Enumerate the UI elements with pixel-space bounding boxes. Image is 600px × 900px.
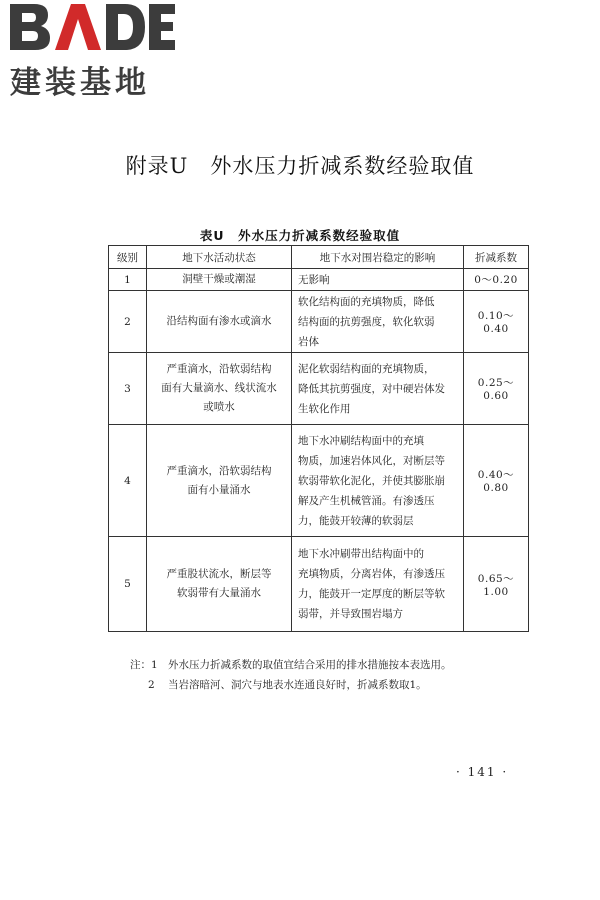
impact-line: 降低其抗剪强度，对中硬岩体发 bbox=[298, 382, 445, 395]
impact-line: 软弱带软化泥化，并使其膨胀崩 bbox=[298, 474, 445, 487]
impact-line: 地下水冲刷结构面中的充填 bbox=[298, 434, 424, 447]
note-text: 外水压力折减系数的取值宜结合采用的排水措施按本表选用。 bbox=[168, 659, 452, 671]
activity-line: 洞壁干燥或潮湿 bbox=[182, 273, 256, 285]
coefficient-cell: 0.65～1.00 bbox=[464, 537, 529, 632]
table-row bbox=[109, 425, 529, 537]
level-cell: 1 bbox=[109, 269, 147, 291]
impact-line: 软化结构面的充填物质，降低 bbox=[298, 295, 435, 308]
level-cell: 4 bbox=[109, 425, 147, 537]
appendix-title: 附录U 外水压力折减系数经验取值 bbox=[125, 154, 475, 178]
activity-line: 严重滴水，沿软弱结构 bbox=[166, 464, 272, 477]
coefficient-cell: 0.25～0.60 bbox=[464, 353, 529, 425]
note-prefix: 注：1 bbox=[130, 659, 158, 671]
table-header-row bbox=[109, 246, 529, 269]
reduction-coefficient-table bbox=[108, 245, 529, 632]
note-text: 当岩溶暗河、洞穴与地表水连通良好时，折减系数取1。 bbox=[168, 679, 427, 691]
coefficient-cell: 0.10～0.40 bbox=[464, 291, 529, 353]
impact-line: 结构面的抗剪强度，软化软弱 bbox=[298, 315, 435, 328]
level-cell: 5 bbox=[109, 537, 147, 632]
table-notes bbox=[130, 655, 452, 695]
impact-line: 无影响 bbox=[298, 273, 330, 286]
impact-line: 解及产生机械管涌。有渗透压 bbox=[298, 494, 435, 507]
logo-subtitle: 建装基地 bbox=[10, 65, 150, 101]
bade-wordmark bbox=[8, 2, 176, 52]
table-row bbox=[109, 269, 529, 291]
activity-line: 严重滴水，沿软弱结构 bbox=[166, 363, 272, 375]
note-item bbox=[130, 675, 452, 695]
table-row bbox=[109, 291, 529, 353]
header-level: 级别 bbox=[109, 246, 147, 269]
impact-line: 生软化作用 bbox=[298, 402, 351, 415]
impact-line: 力，能鼓开较薄的软弱层 bbox=[298, 514, 414, 527]
activity-line: 严重股状流水，断层等 bbox=[166, 568, 272, 580]
activity-cell bbox=[147, 353, 292, 425]
activity-cell bbox=[147, 291, 292, 353]
impact-line: 弱带，并导致围岩塌方 bbox=[298, 608, 403, 620]
activity-line: 或喷水 bbox=[203, 401, 235, 413]
note-number: 2 bbox=[148, 679, 155, 691]
header-coefficient: 折减系数 bbox=[464, 246, 529, 269]
impact-cell bbox=[292, 425, 464, 537]
impact-line: 物质，加速岩体风化，对断层等 bbox=[298, 454, 445, 467]
impact-cell bbox=[292, 537, 464, 632]
impact-cell bbox=[292, 291, 464, 353]
table-caption: 表U 外水压力折减系数经验取值 bbox=[199, 228, 401, 243]
table-row bbox=[109, 353, 529, 425]
impact-line: 地下水冲刷带出结构面中的 bbox=[298, 548, 424, 560]
page-number: · 141 · bbox=[456, 765, 509, 779]
activity-line: 软弱带有大量涌水 bbox=[177, 587, 261, 599]
activity-line: 沿结构面有渗水或滴水 bbox=[166, 315, 272, 327]
coefficient-cell: 0～0.20 bbox=[464, 269, 529, 291]
level-cell: 3 bbox=[109, 353, 147, 425]
header-activity: 地下水活动状态 bbox=[147, 246, 292, 269]
table-row bbox=[109, 537, 529, 632]
impact-line: 泥化软弱结构面的充填物质， bbox=[298, 362, 435, 375]
impact-line: 充填物质，分离岩体，有渗透压 bbox=[298, 568, 445, 580]
activity-cell bbox=[147, 269, 292, 291]
bade-logo bbox=[8, 2, 178, 101]
header-impact: 地下水对围岩稳定的影响 bbox=[292, 246, 464, 269]
impact-cell bbox=[292, 353, 464, 425]
impact-line: 力，能鼓开一定厚度的断层等软 bbox=[298, 588, 445, 600]
note-item bbox=[130, 655, 452, 675]
impact-line: 岩体 bbox=[298, 335, 319, 348]
activity-cell bbox=[147, 425, 292, 537]
coefficient-cell: 0.40～0.80 bbox=[464, 425, 529, 537]
activity-cell bbox=[147, 537, 292, 632]
impact-cell bbox=[292, 269, 464, 291]
activity-line: 面有小量涌水 bbox=[187, 483, 251, 496]
level-cell: 2 bbox=[109, 291, 147, 353]
activity-line: 面有大量滴水、线状流水 bbox=[161, 382, 277, 394]
